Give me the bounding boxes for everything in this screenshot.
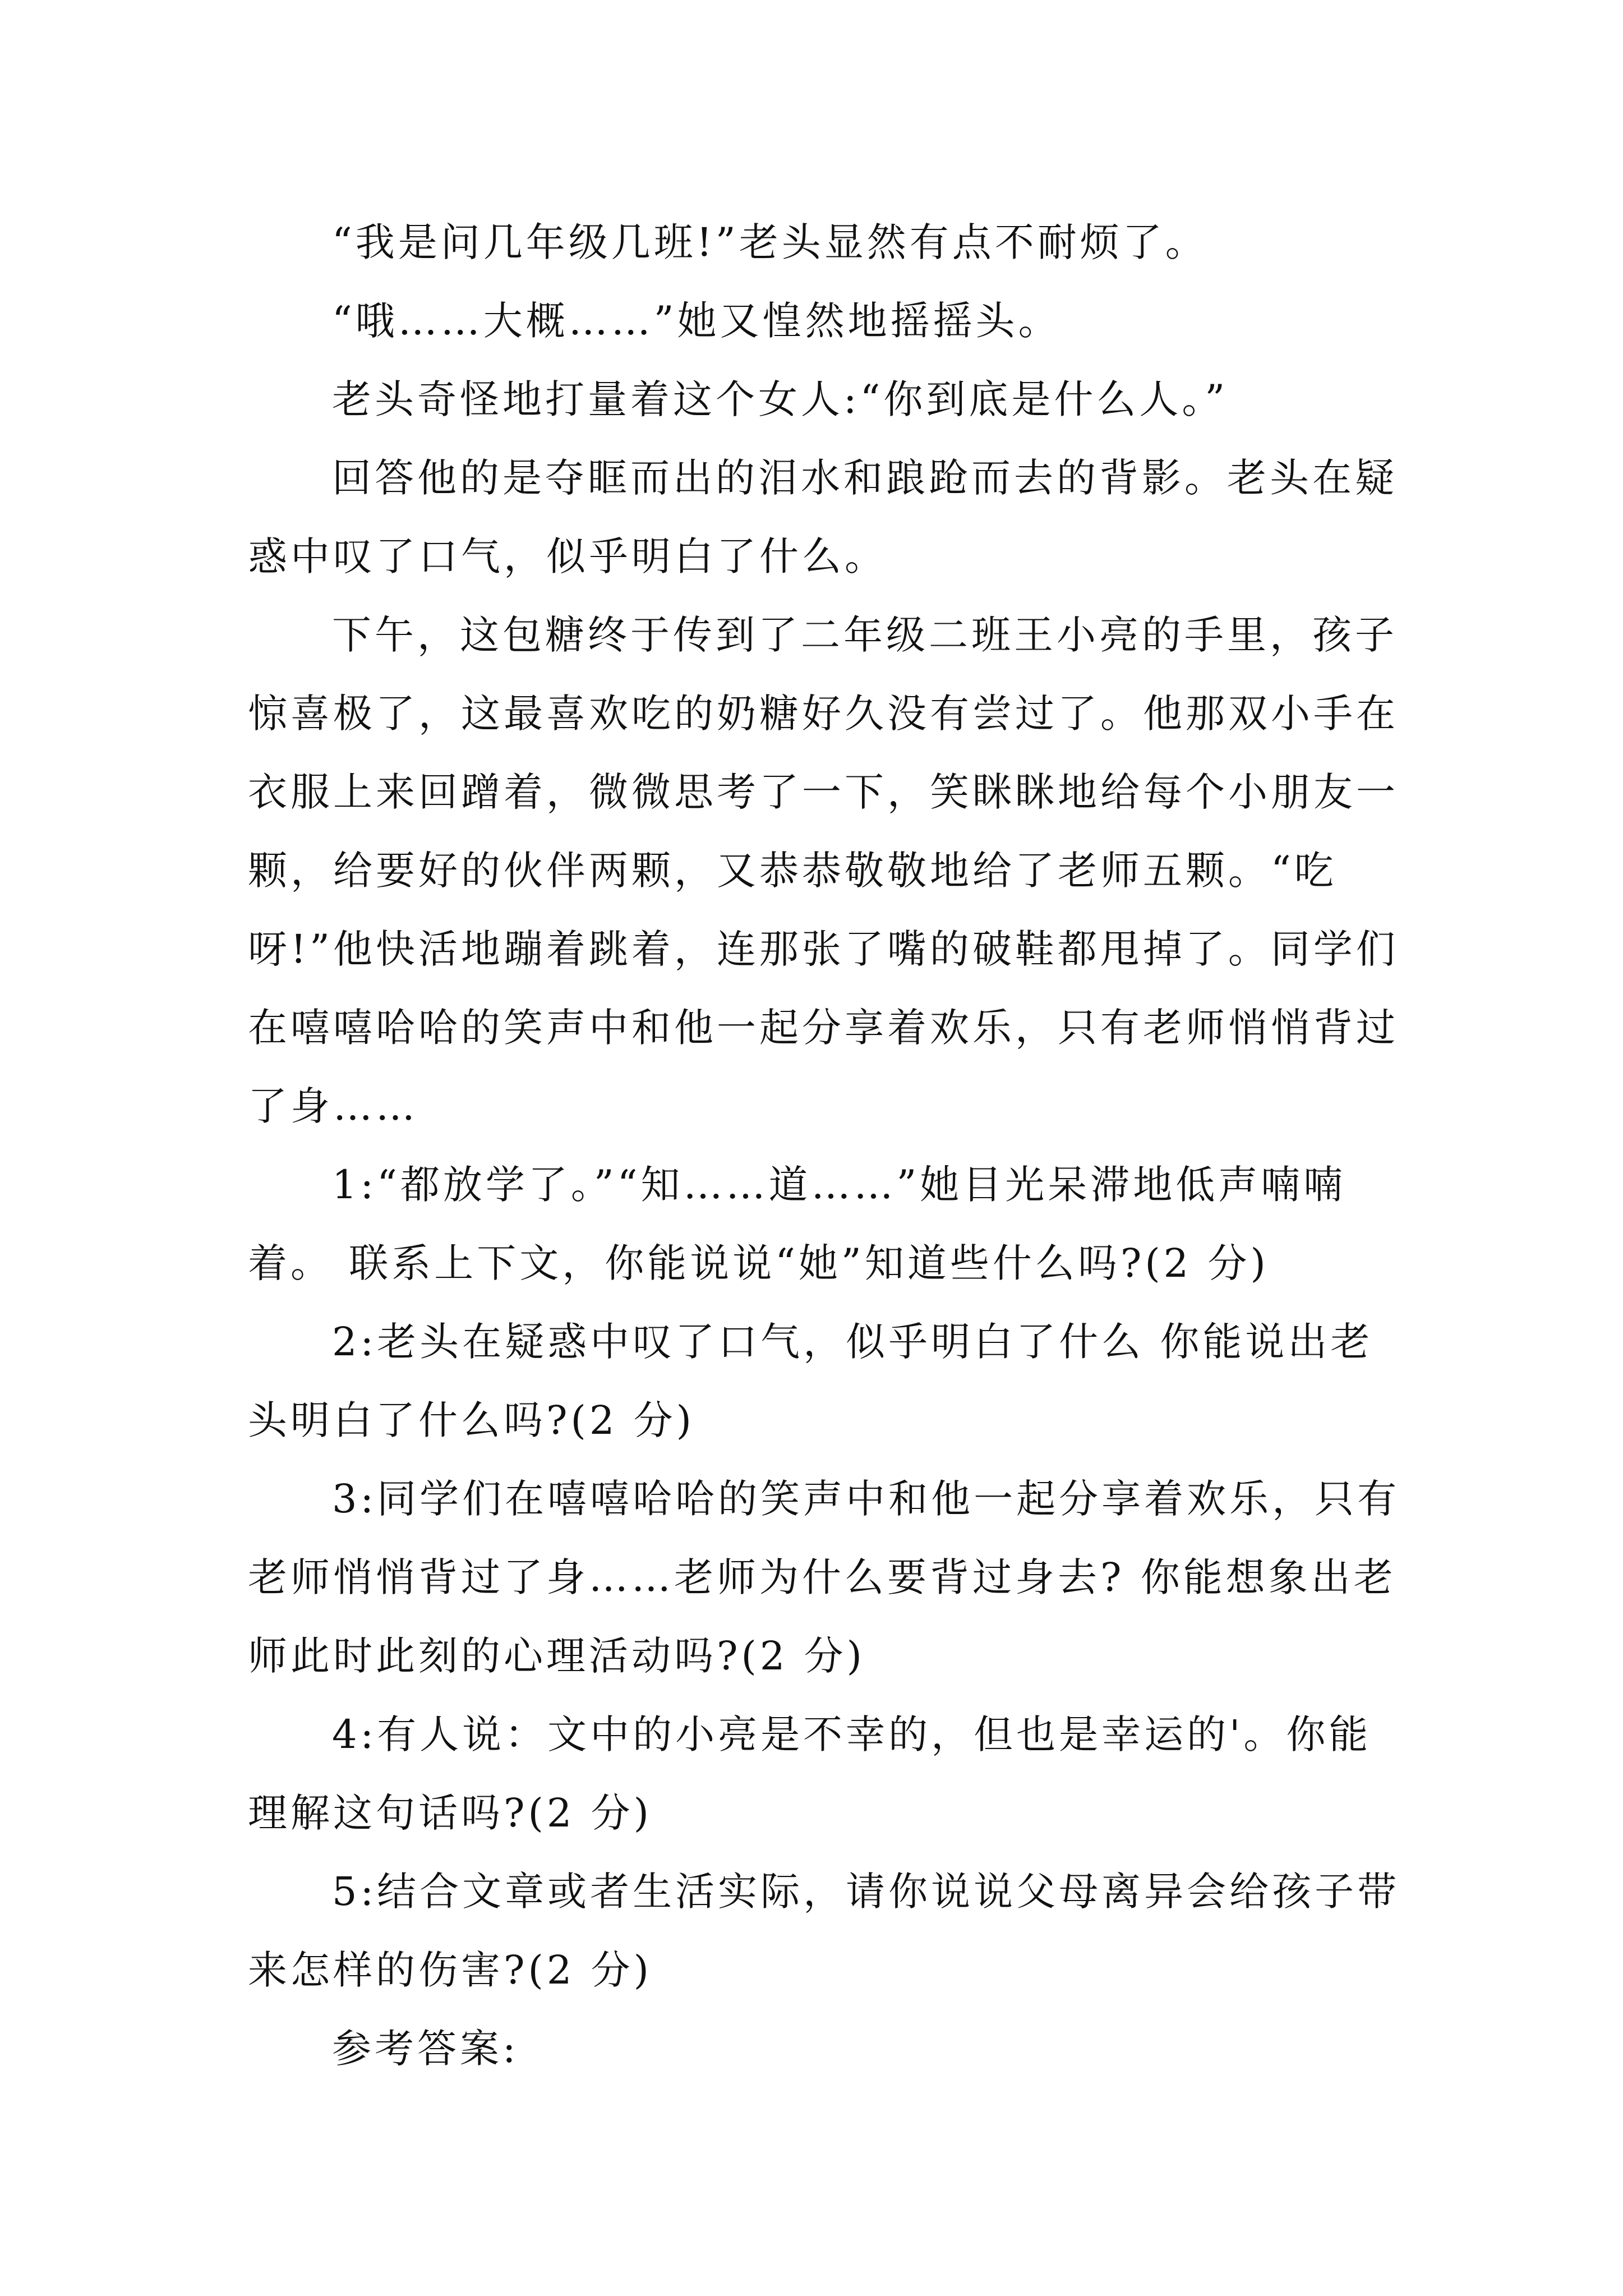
question-4: 4:有人说：文中的小亮是不幸的，但也是幸运的'。你能理解这句话吗?(2 分) <box>248 1711 1372 1836</box>
answer-heading: 参考答案: <box>332 2026 519 2072</box>
paragraph: 下午，这包糖终于传到了二年级二班王小亮的手里，孩子惊喜极了，这最喜欢吃的奶糖好久没有尝过了。他那双小手在衣服上来回蹭着，微微思考了一下，笑眯眯地给每个小朋友一颗，给要好的伙伴两颗，又恭恭敬敬地给了老师五颗。“吃呀!”他快活地蹦着跳着，连那张了嘴的破鞋都甩掉了。同学们在嘻嘻哈哈的笑声中和他一起分享着欢乐，只有老师悄悄背过了身…… <box>248 612 1399 1129</box>
document-body <box>248 203 1403 2088</box>
question-2: 2:老头在疑惑中叹了口气，似乎明白了什么 你能说出老头明白了什么吗?(2 分) <box>248 1319 1373 1443</box>
question-1: 1:“都放学了。”“知……道……”她目光呆滞地低声喃喃着。 联系上下文，你能说说“她”知道些什么吗?(2 分) <box>248 1162 1347 1286</box>
paragraph: “哦……大概……”她又惶然地摇摇头。 <box>332 298 1061 344</box>
question-5: 5:结合文章或者生活实际，请你说说父母离异会给孩子带来怎样的伤害?(2 分) <box>248 1869 1400 1993</box>
paragraph: 回答他的是夺眶而出的泪水和踉跄而去的背影。老头在疑惑中叹了口气，似乎明白了什么。 <box>248 455 1398 579</box>
paragraph: “我是问几年级几班!”老头显然有点不耐烦了。 <box>332 219 1208 265</box>
question-3: 3:同学们在嘻嘻哈哈的笑声中和他一起分享着欢乐，只有老师悄悄背过了身……老师为什么要背过身去? 你能想象出老师此时此刻的心理活动吗?(2 分) <box>248 1476 1400 1679</box>
paragraph: 老头奇怪地打量着这个女人:“你到底是什么人。” <box>332 376 1229 422</box>
